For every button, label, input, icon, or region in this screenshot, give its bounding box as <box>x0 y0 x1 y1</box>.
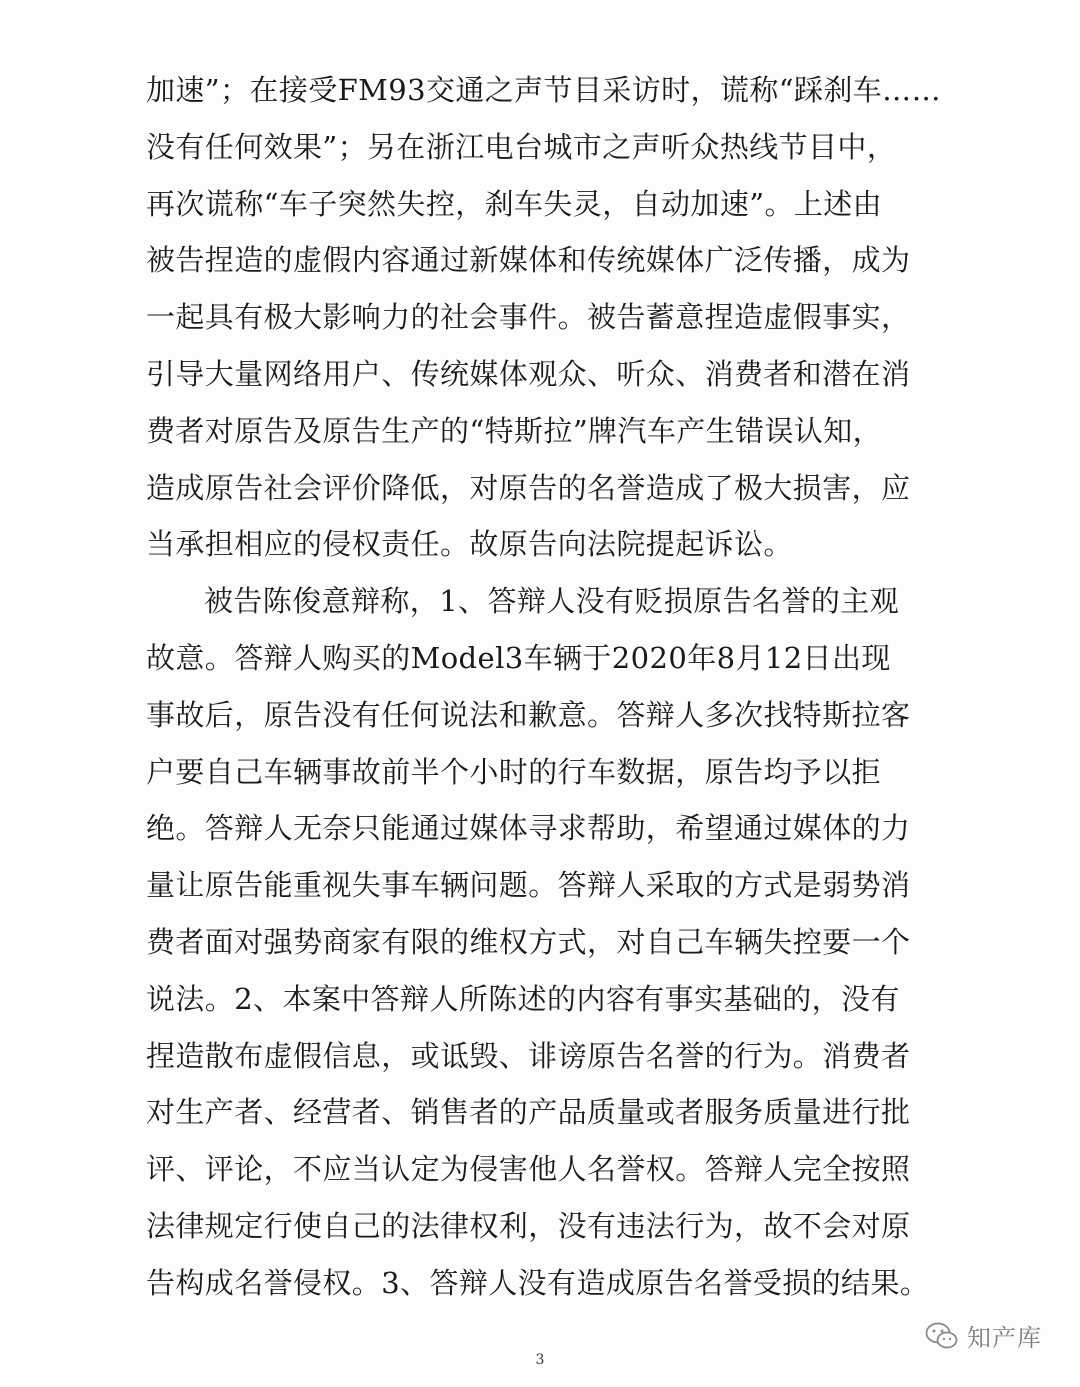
page-number: 3 <box>535 1352 545 1368</box>
text-line: 评、评论，不应当认定为侵害他人名誉权。答辩人完全按照 <box>146 1152 911 1187</box>
watermark-text: 知产库 <box>967 1324 1042 1352</box>
wechat-icon <box>925 1321 959 1351</box>
text-line: 故意。答辩人购买的Model3车辆于2020年8月12日出现 <box>146 640 891 675</box>
text-line: 费者对原告及原告生产的“特斯拉”牌汽车产生错误认知， <box>146 413 883 448</box>
text-line: 费者面对强势商家有限的维权方式，对自己车辆失控要一个 <box>146 924 911 959</box>
text-line: 造成原告社会评价降低，对原告的名誉造成了极大损害，应 <box>146 470 911 505</box>
watermark <box>925 1318 1042 1353</box>
text-line: 引导大量网络用户、传统媒体观众、听众、消费者和潜在消 <box>146 356 911 391</box>
text-line: 法律规定行使自己的法律权利，没有违法行为，故不会对原 <box>146 1208 911 1243</box>
text-line: 绝。答辩人无奈只能通过媒体寻求帮助，希望通过媒体的力 <box>146 811 911 846</box>
paragraph-defendant-defense <box>146 573 930 1311</box>
text-line: 再次谎称“车子突然失控，刹车失灵，自动加速”。上述由 <box>146 186 883 221</box>
text-line: 户要自己车辆事故前半个小时的行车数据，原告均予以拒 <box>146 754 882 789</box>
text-line: 捏造散布虚假信息，或诋毁、诽谤原告名誉的行为。消费者 <box>146 1038 911 1073</box>
text-line-first: 被告陈俊意辩称，1、答辩人没有贬损原告名誉的主观 <box>204 584 900 619</box>
text-line: 加速”；在接受FM93交通之声节目采访时，谎称“踩刹车…… <box>146 73 941 107</box>
text-line: 量让原告能重视失事车辆问题。答辩人采取的方式是弱势消 <box>146 868 911 903</box>
text-line: 被告捏造的虚假内容通过新媒体和传统媒体广泛传播，成为 <box>146 243 911 278</box>
text-line: 一起具有极大影响力的社会事件。被告蓄意捏造虚假事实， <box>146 300 911 335</box>
text-line: 说法。2、本案中答辩人所陈述的内容有事实基础的，没有 <box>146 981 900 1016</box>
text-line: 事故后，原告没有任何说法和歉意。答辩人多次找特斯拉客 <box>146 697 911 732</box>
text-line: 没有任何效果”；另在浙江电台城市之声听众热线节目中， <box>146 129 897 164</box>
paragraph-plaintiff-claim <box>146 62 941 573</box>
text-line: 对生产者、经营者、销售者的产品质量或者服务质量进行批 <box>146 1095 911 1130</box>
document-body <box>146 62 941 1312</box>
text-line: 告构成名誉侵权。3、答辩人没有造成原告名誉受损的结果。 <box>146 1265 930 1300</box>
text-line: 当承担相应的侵权责任。故原告向法院提起诉讼。 <box>146 527 793 562</box>
